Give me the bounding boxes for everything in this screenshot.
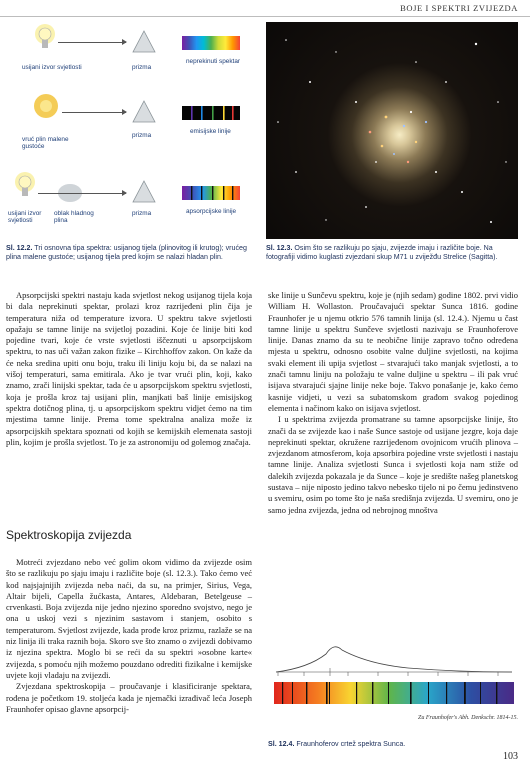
paragraph: ske linije u Sunčevu spektru, koje je (njih sedam) godine 1802. prvi vidio William H. Wollaston. Proučavajući spektar Sunca 1816. godine Fraunhofer je u njemu otkrio 576 tamnih linija (sl. 12.4.). Njemu u čast tamne linije u spektru Sunčeve svjetlosti nazivaju se Fraunhoferove linije. Danas znamo da su te neobične linije zapravo točno određena mjesta u spektru, odnosno osobite valne duljine svjetlosti, na kojima svaki element ili upija svjetlost – stvarajući tako manjak svjetlosti, a to znači tamnu liniju na položaju te valne duljine u spektru – ili pak vruć isijava stvarajući sjajne linije neke boje. Takvo ponašanje je, kako ćemo kasnije vidjeti, u vezi sa subatomskom građom svakog pojedinog elementa i načinom kako on isijava svjetlost. [268, 290, 518, 413]
caption-ref: Sl. 12.3. [266, 244, 293, 252]
label-emission: emisijske linije [190, 128, 231, 135]
continuous-spectrum [182, 36, 240, 50]
caption-text: Fraunhoferov crtež spektra Sunca. [296, 740, 406, 748]
left-column-text-2 [6, 557, 252, 715]
paragraph: I u spektrima zvijezda promatrane su tamne apsorpcijske linije, što znači da se zvijezde kao i naše Sunce sastoje od usijane jezgre, koja daje neprekinuti spektar, okružene razrijeđenom ovojnicom vrućih plinova – zvjezdanom atmosferom, koja apsorbira pojedine vrste svjetlosti i nastaju tamne linije. Analiza svjetlosti Sunca i svjetlosti koja nam stiže od dalekih zvijezda pokazala je da Sunce – koje je središte našeg planetskog sustava – nije niposto jedino takvo nebesko tijelo ni po čemu jedinstveno u svemiru, osim po tome što je naša središnja zvijezda. U svemiru, ono je samo jedna zvijezda, jedna od nebrojnog mnoštva [268, 414, 518, 515]
prism-icon [132, 100, 156, 124]
figure-12-2-caption [6, 244, 250, 263]
page-number: 103 [503, 751, 518, 762]
caption-text: Tri osnovna tipa spektra: usijanog tijela (plinovitog ili krutog); vrućeg plina malene gustoće; usijanog tijela pred kojim se nalazi hladan plin. [6, 244, 247, 262]
fraunhofer-signature: Zu Fraunhofer's Abh. Denkschr. 1814-15. [418, 715, 518, 721]
section-heading: Spektroskopija zvijezda [6, 528, 132, 542]
absorption-spectrum [182, 186, 240, 200]
running-title: BOJE I SPEKTRI ZVIJEZDA [400, 3, 518, 13]
light-arrow [38, 193, 126, 194]
page-header [0, 0, 530, 17]
prism-icon [132, 180, 156, 204]
label-hot-source: usijani izvor svjetlosti [22, 64, 82, 71]
paragraph: Apsorpcijski spektri nastaju kada svjetlost nekog usijanog tijela koja bi dala neprekinuti spektar, prolazi kroz razrijeđeni plin čija je temperatura niža od temperature izvora. U spektru takve svjetlosti opažaju se tamne linije na svijetloj pozadini. Koje će linije biti kod pojedine tvari, koje će vrste svjetlosti iščeznuti u apsorpcijskom spektru, to nas uči važan zakon fizike – Kirchhoffov zakon. On kaže da će neka sredina upiti onu boju, traku ili liniju koju bi, da se nalazi na višoj temperaturi, sama emitirala. Ako je tvar vrući plin, koji, kako znamo, zrači linijski spektar, tada će u apsorpcijskom spektru svjetlosti, koja je prošla kroz taj usijani plin, manjkati baš linije emisijskog spektra dotičnog plina, tj. u apsorpcijskom spektru vidjet ćemo na tim mjestima tamne linije. Prema tome spektralna analiza može iz apsorpcijskih spektara spoznati od kojih se kemijskih elemenata sastoji plin, kojim je prošla svjetlost. To je za astronomiju od golemog značaja. [6, 290, 252, 447]
paragraph: Zvjezdana spektroskopija – proučavanje i klasificiranje spektara, rođena je početkom 19. stoljeća kada je njemački izrađivač leća Joseph Fraunhofer opisao glavne apsorpcij- [6, 681, 252, 714]
figure-12-3-caption [266, 244, 518, 263]
label-prism-2: prizma [132, 132, 152, 139]
caption-text: Osim što se razlikuju po sjaju, zvijezde imaju i različite boje. Na fotografiji vidimo kuglasti zvjezdani skup M71 u zviježđu Strelice (Sagitta). [266, 244, 498, 262]
star-field [266, 22, 518, 239]
label-hot-gas: vruć plin malene gustoće [22, 136, 69, 150]
label-prism-1: prizma [132, 64, 152, 71]
hot-gas-icon [32, 92, 60, 120]
label-continuous: neprekinuti spektar [186, 58, 240, 65]
header-rule [0, 16, 530, 17]
caption-ref: Sl. 12.2. [6, 244, 33, 252]
star-cluster-photo [266, 22, 518, 239]
label-cold-cloud: oblak hladnog plina [54, 210, 94, 224]
paragraph: Motreći zvjezdano nebo već golim okom vidimo da zvijezde osim što se razlikuju po sjaju imaju i različite boje (sl. 12.3.). Tako ćemo već kod najsjajnijih zvijezda neba naći, da su, na primjer, Sirius, Vega, Altair bijeli, Capella žućkasta, Antares, Aldebaran, Betelgeuse – crvenkasti. Boja zvijezda nije jedno njezino sporedno svojstvo, nego je ona u uskoj vezi s njezinim sastavom i stanjem, osobito s temperaturom. Svjetlost zvijezde, kada prođe kroz prizmu, razlaže se na niz linija ili traka raznih boja. Skoro sve što znamo o zvijezdi dobivamo iz njezina spektra. Moglo bi se reći da su spektri »osobne karte« zvijezda, s pomoću njih možemo pouzdano odrediti fizikalne i kemijske uvjete koji vladaju na zvijezdi. [6, 557, 252, 680]
solar-spectrum-svg [268, 624, 518, 732]
label-hot-source-2: usijani izvor svjetlosti [8, 210, 42, 224]
right-column-text [268, 290, 518, 516]
figure-12-4-caption [268, 740, 518, 749]
spectra-diagram [6, 22, 251, 240]
lightbulb-icon [14, 170, 36, 204]
light-arrow [62, 112, 126, 113]
caption-ref: Sl. 12.4. [268, 740, 295, 748]
prism-icon [132, 30, 156, 54]
lightbulb-icon [34, 22, 56, 56]
light-arrow [58, 42, 126, 43]
fraunhofer-spectrum-drawing [268, 624, 518, 732]
emission-spectrum [182, 106, 240, 120]
left-column-text-1 [6, 290, 252, 448]
label-absorption: apsorpcijske linije [186, 208, 237, 215]
label-prism-3: prizma [132, 210, 152, 217]
